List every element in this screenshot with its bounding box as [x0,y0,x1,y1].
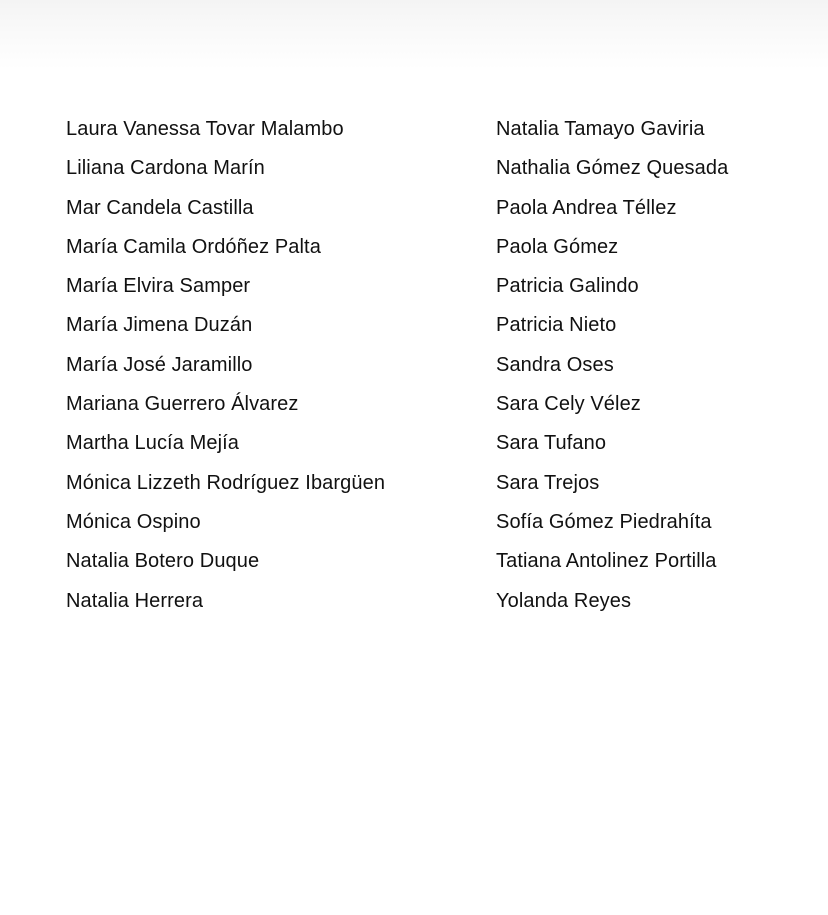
name-entry: Natalia Herrera [66,589,204,612]
name-entry: Liliana Cardona Marín [66,157,265,180]
name-entry: Martha Lucía Mejía [66,432,239,455]
name-entry: Paola Gómez [496,235,619,258]
name-entry: Sandra Oses [496,353,614,376]
name-entry: Nathalia Gómez Quesada [496,157,729,180]
name-entry: Mónica Ospino [66,510,201,533]
name-entry: Mariana Guerrero Álvarez [66,393,299,416]
name-entry: Sara Trejos [496,471,600,494]
name-entry: Natalia Tamayo Gaviria [496,118,705,140]
names-column-left [66,113,466,624]
name-entry: María Camila Ordóñez Palta [66,235,321,258]
name-entry: Laura Vanessa Tovar Malambo [66,118,344,140]
name-entry: María Jimena Duzán [66,314,253,337]
names-column-right [496,113,816,624]
name-entry: María Elvira Samper [66,275,251,298]
name-entry: Yolanda Reyes [496,589,632,612]
name-entry: Patricia Galindo [496,275,639,298]
name-entry: Mónica Lizzeth Rodríguez Ibargüen [66,471,386,494]
name-entry: Sara Cely Vélez [496,393,641,416]
name-entry: Mar Candela Castilla [66,196,254,219]
name-entry: Tatiana Antolinez Portilla [496,550,717,573]
name-entry: Natalia Botero Duque [66,550,260,573]
name-entry: Sara Tufano [496,432,607,455]
name-entry: Paola Andrea Téllez [496,196,677,219]
name-entry: María José Jaramillo [66,353,253,376]
name-entry: Patricia Nieto [496,314,617,337]
name-entry: Sofía Gómez Piedrahíta [496,510,712,533]
